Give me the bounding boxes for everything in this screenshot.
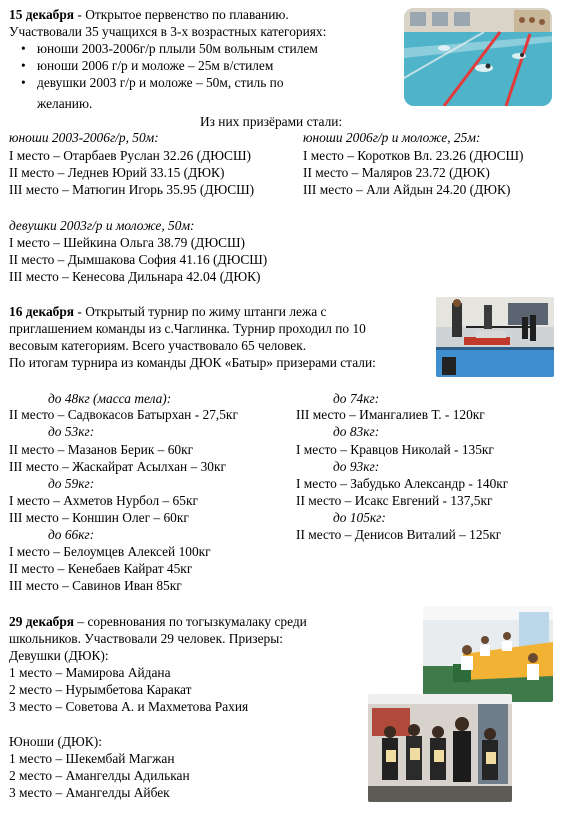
result-row: I место – Коротков Вл. 23.26 (ДЮСШ) [303, 148, 524, 163]
result-row: II место – Денисов Виталий – 125кг [296, 527, 502, 542]
togyz-date: 29 декабря [9, 614, 75, 629]
result-row: III место – Имангалиев Т. - 120кг [296, 407, 485, 422]
swim-categories-list [9, 40, 318, 91]
bench-line: весовым категориям. Всего участвовало 65 человек. [9, 338, 307, 353]
weight-category: до 59кг: [48, 476, 95, 491]
bench-line: приглашением команды из с.Чаглинка. Турнир проходил по 10 [9, 321, 366, 336]
result-row: II место – Леднев Юрий 33.15 (ДЮК) [9, 165, 225, 180]
result-row: II место – Мазанов Берик – 60кг [9, 442, 194, 457]
swim-bullet-continuation: желанию. [37, 96, 93, 111]
weight-category: до 66кг: [48, 527, 95, 542]
result-row: I место – Шейкина Ольга 38.79 (ДЮСШ) [9, 235, 245, 250]
result-row: I место – Забудько Александр - 140кг [296, 476, 509, 491]
result-row: I место – Белоумцев Алексей 100кг [9, 544, 211, 559]
bench-press-photo [436, 297, 554, 377]
result-row: 3 место – Советова А. и Махметова Рахия [9, 699, 249, 714]
weight-category: до 48кг (масса тела): [48, 391, 172, 406]
weight-category: до 93кг: [333, 459, 380, 474]
result-row: II место – Исакс Евгений - 137,5кг [296, 493, 493, 508]
result-row: III место – Матюгин Игорь 35.95 (ДЮСШ) [9, 182, 255, 197]
result-row: III место – Али Айдын 24.20 (ДЮК) [303, 182, 511, 197]
bench-lead: - Открытый турнир по жиму штанги лежа с [74, 304, 327, 319]
swim-cat1-title: юноши 2003-2006г/р, 50м: [9, 130, 159, 145]
swim-header [9, 6, 289, 23]
swim-cat2-title: юноши 2006г/р и моложе, 25м: [303, 130, 481, 145]
result-row: I место – Ахметов Нурбол – 65кг [9, 493, 198, 508]
awards-photo [368, 694, 512, 802]
bench-header [9, 303, 326, 320]
list-item: • девушки 2003 г/р и моложе – 50м, стиль по [9, 74, 318, 91]
result-row: 2 место – Нурымбетова Каракат [9, 682, 192, 697]
result-row: III место – Коншин Олег – 60кг [9, 510, 189, 525]
girls-title: Девушки (ДЮК): [9, 648, 109, 663]
list-item: • юноши 2006 г/р и моложе – 25м в/стилем [9, 57, 318, 74]
swim-intro: Участвовали 35 учащихся в 3-х возрастных категориях: [9, 24, 327, 39]
swim-lead: - Открытое первенство по плаванию. [74, 7, 289, 22]
result-row: I место – Отарбаев Руслан 32.26 (ДЮСШ) [9, 148, 251, 163]
togyz-header [9, 613, 307, 630]
bench-date: 16 декабря [9, 304, 75, 319]
result-row: III место – Савинов Иван 85кг [9, 578, 182, 593]
result-row: 1 место – Шекембай Магжан [9, 751, 175, 766]
list-item: • юноши 2003-2006г/р плыли 50м вольным стилем [9, 40, 318, 57]
result-row: II место – Дымшакова София 41.16 (ДЮСШ) [9, 252, 268, 267]
togyz-intro: школьников. Участвовали 29 человек. Призеры: [9, 631, 283, 646]
swim-date: 15 декабря [9, 7, 75, 22]
result-row: II место – Маляров 23.72 (ДЮК) [303, 165, 490, 180]
result-row: 3 место – Амангелды Айбек [9, 785, 170, 800]
result-row: III место – Кенесова Дильнара 42.04 (ДЮК) [9, 269, 261, 284]
result-row: II место – Кенебаев Кайрат 45кг [9, 561, 193, 576]
weight-category: до 83кг: [333, 424, 380, 439]
bench-line: По итогам турнира из команды ДЮК «Батыр» призерами стали: [9, 355, 376, 370]
pool-photo [404, 8, 552, 106]
swim-cat3-title: девушки 2003г/р и моложе, 50м: [9, 218, 195, 233]
result-row: II место – Садвокасов Батырхан - 27,5кг [9, 407, 238, 422]
swim-winners-heading: Из них призёрами стали: [200, 114, 343, 129]
result-row: III место – Жаскайрат Асылхан – 30кг [9, 459, 227, 474]
result-row: 2 место – Амангелды Адилькан [9, 768, 190, 783]
weight-category: до 105кг: [333, 510, 386, 525]
result-row: 1 место – Мамирова Айдана [9, 665, 171, 680]
result-row: I место – Кравцов Николай - 135кг [296, 442, 494, 457]
classroom-photo [423, 606, 553, 702]
togyz-lead: – соревнования по тогызкумалаку среди [74, 614, 307, 629]
boys-title: Юноши (ДЮК): [9, 734, 102, 749]
weight-category: до 74кг: [333, 391, 380, 406]
weight-category: до 53кг: [48, 424, 95, 439]
